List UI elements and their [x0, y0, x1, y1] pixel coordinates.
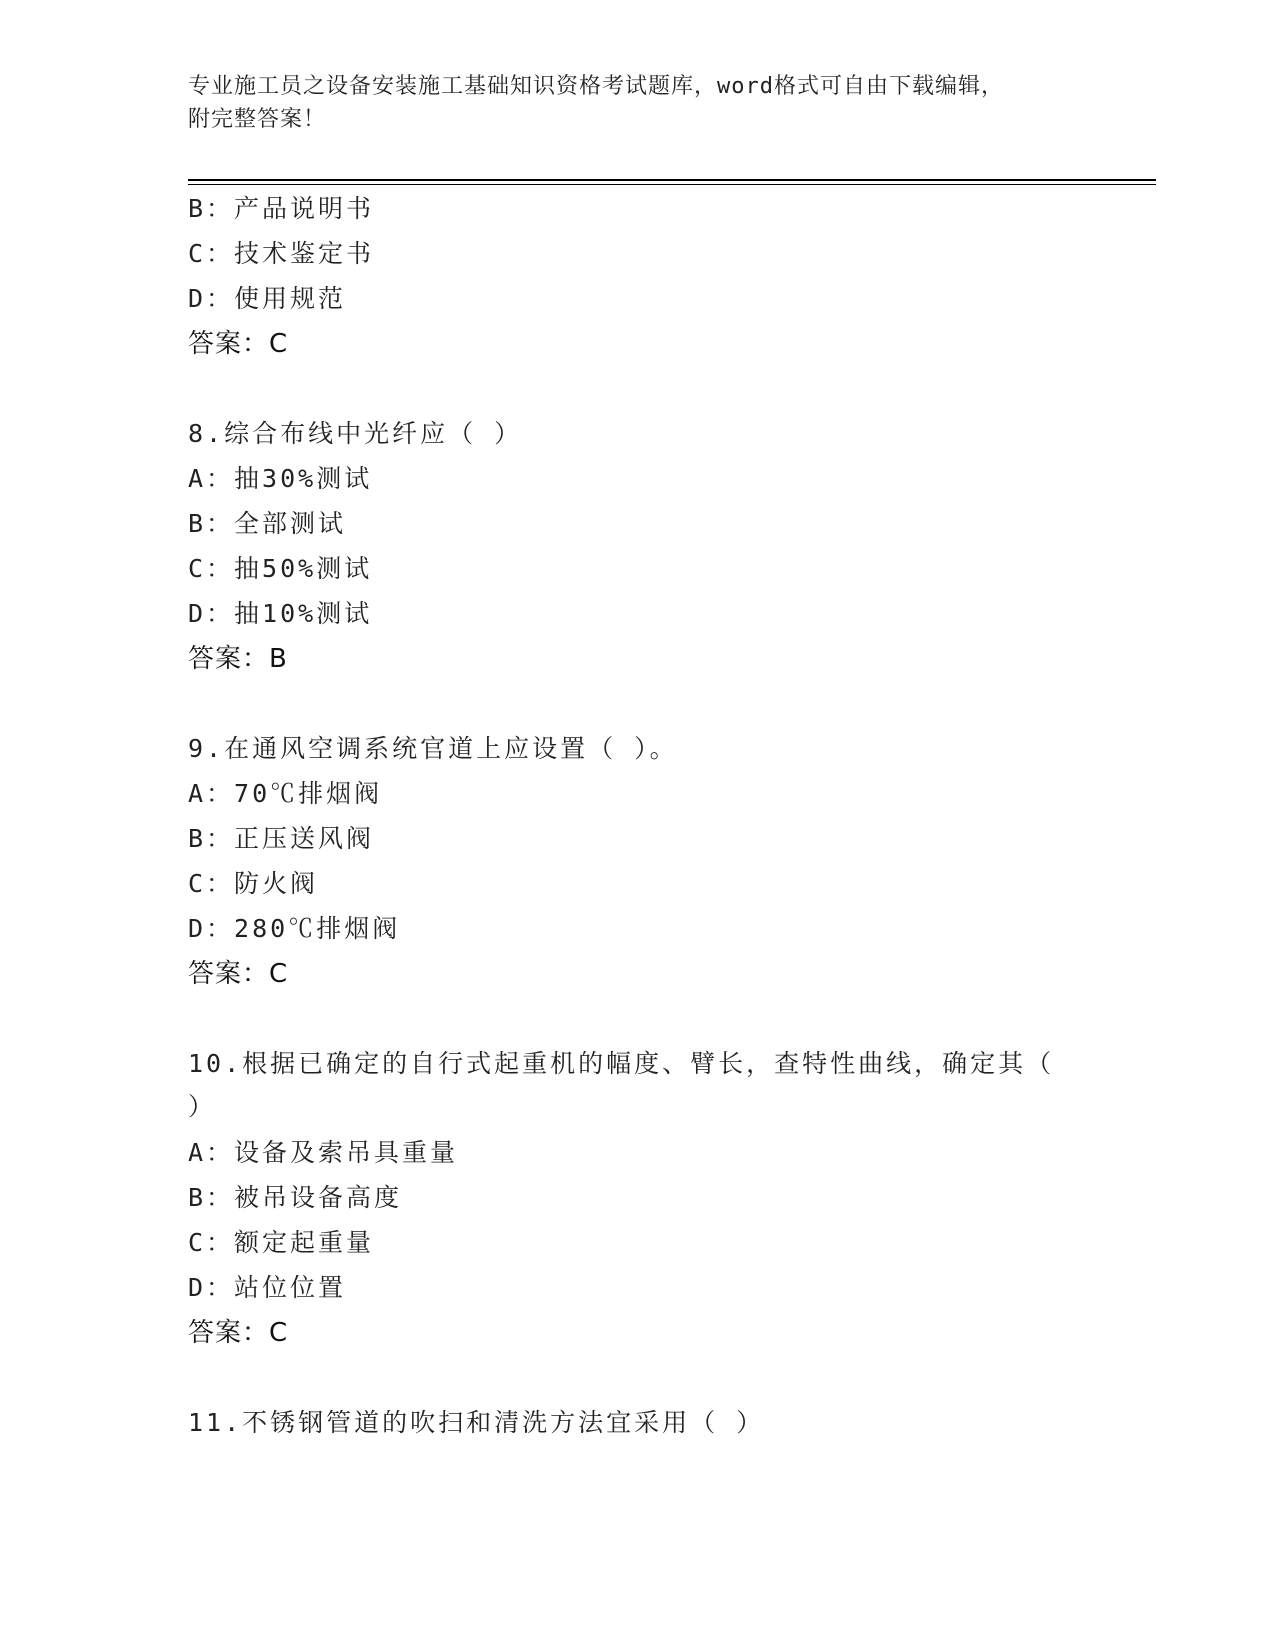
q9-option-a: A：70℃排烟阀	[188, 779, 383, 808]
q8-option-c: C：抽50%测试	[188, 554, 373, 583]
q8-question: 8.综合布线中光纤应（ ）	[188, 419, 523, 448]
q9-option-b: B：正压送风阀	[188, 824, 375, 853]
q10-question-line-2: ）	[188, 1092, 217, 1121]
q10-option-c: C：额定起重量	[188, 1228, 375, 1257]
q8-option-d: D：抽10%测试	[188, 599, 373, 628]
header-divider-thick	[188, 179, 1156, 181]
q7-option-c: C：技术鉴定书	[188, 239, 375, 268]
header-line-1: 专业施工员之设备安装施工基础知识资格考试题库，word格式可自由下载编辑，	[188, 74, 1004, 99]
q7-option-b: B：产品说明书	[188, 194, 375, 223]
q9-option-c: C：防火阀	[188, 869, 319, 898]
q10-answer: 答案：C	[188, 1318, 289, 1348]
q9-answer: 答案：C	[188, 959, 289, 989]
q10-option-a: A：设备及索吊具重量	[188, 1138, 459, 1167]
q8-option-b: B：全部测试	[188, 509, 347, 538]
q7-answer: 答案：C	[188, 329, 289, 359]
q7-option-d: D：使用规范	[188, 284, 347, 313]
q8-option-a: A：抽30%测试	[188, 464, 373, 493]
header-divider-thin	[188, 184, 1156, 185]
q11-question: 11.不锈钢管道的吹扫和清洗方法宜采用（ ）	[188, 1408, 765, 1437]
q10-option-d: D：站位位置	[188, 1273, 347, 1302]
q10-question-line-1: 10.根据已确定的自行式起重机的幅度、臂长，查特性曲线，确定其（	[188, 1049, 1055, 1078]
header-line-2: 附完整答案！	[188, 107, 327, 132]
q10-option-b: B：被吊设备高度	[188, 1183, 403, 1212]
q9-option-d: D：280℃排烟阀	[188, 914, 401, 943]
q8-answer: 答案：B	[188, 644, 288, 674]
document-header	[188, 70, 1088, 136]
q9-question: 9.在通风空调系统官道上应设置（ ）。	[188, 734, 678, 763]
